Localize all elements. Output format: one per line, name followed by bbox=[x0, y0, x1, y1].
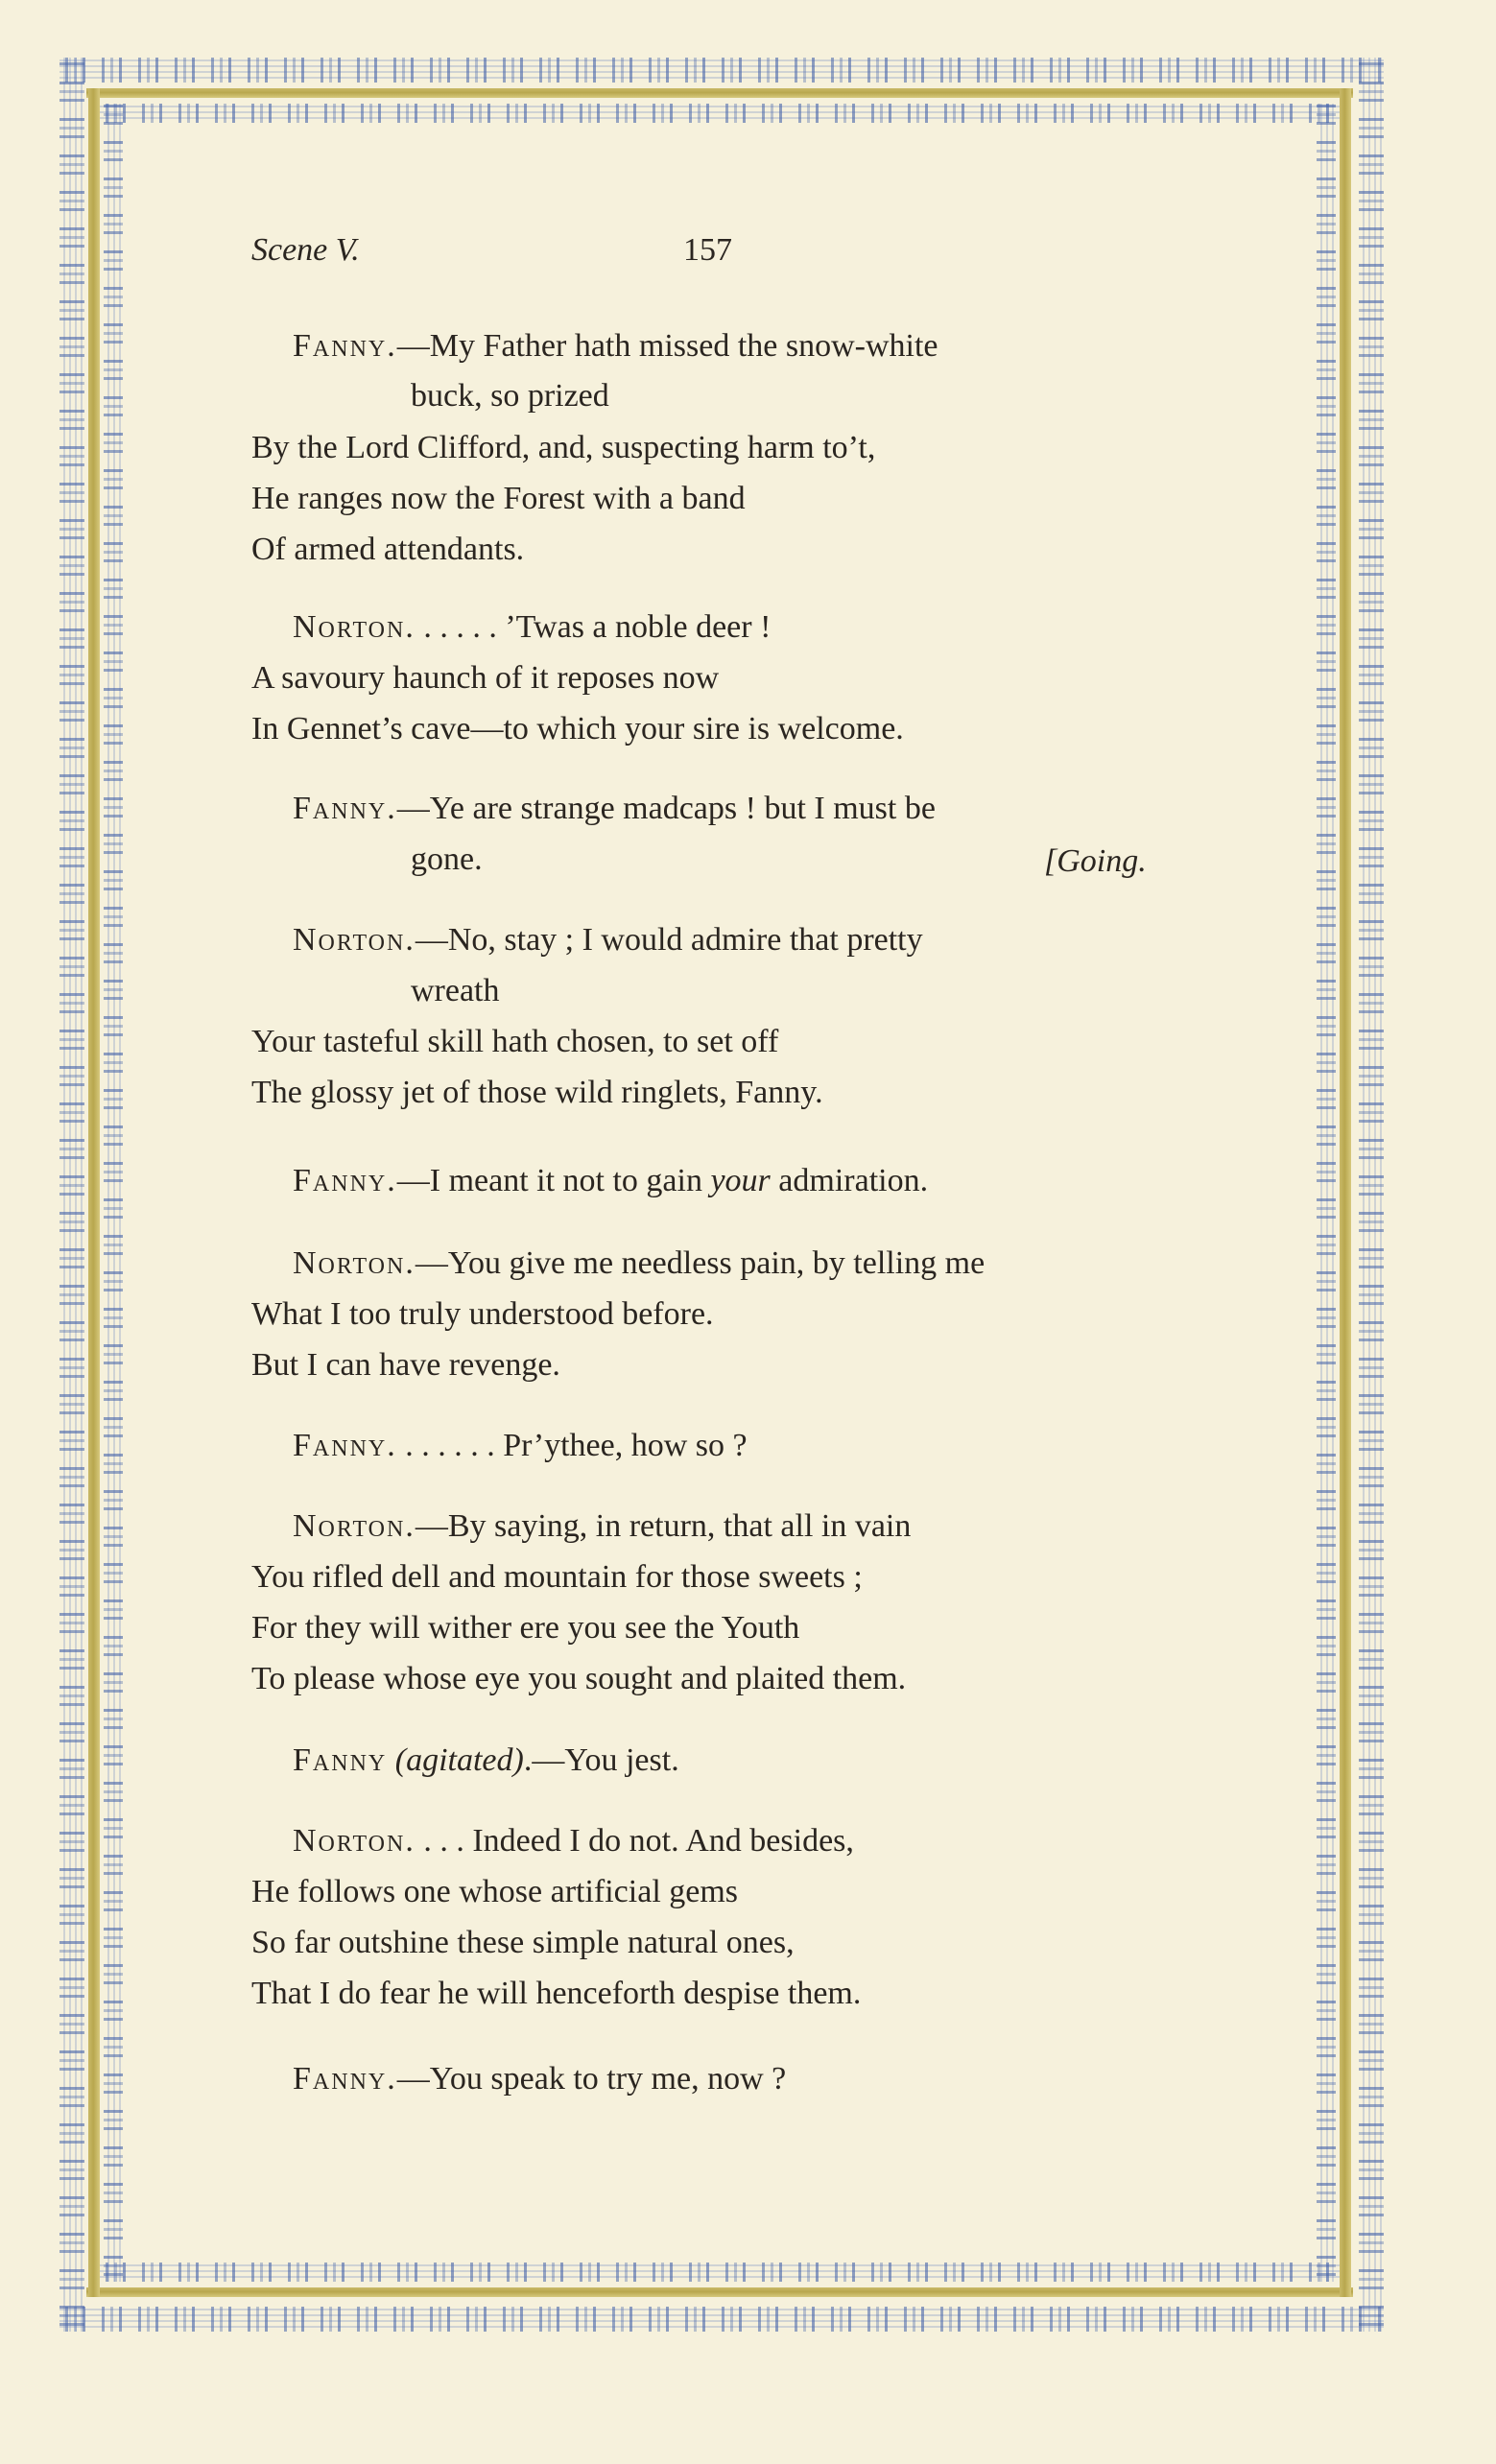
speech-text: wreath bbox=[411, 973, 500, 1008]
speech-text: You rifled dell and mountain for those sweets ; bbox=[251, 1559, 863, 1595]
speech-text: —No, stay ; I would admire that pretty bbox=[415, 922, 923, 958]
speech-text: In Gennet’s cave—to which your sire is welcome. bbox=[251, 711, 904, 746]
border-left-gold bbox=[88, 88, 100, 2297]
stage-direction bbox=[1044, 843, 1147, 880]
verse-line bbox=[251, 1927, 795, 1959]
border-right-ornament bbox=[1359, 58, 1384, 2332]
speech-text: What I too truly understood before. bbox=[251, 1296, 714, 1332]
border-bottom-ornament bbox=[59, 2307, 1384, 2332]
verse-line bbox=[251, 533, 524, 566]
speech-line bbox=[293, 1430, 748, 1462]
speech-line bbox=[293, 924, 923, 957]
speech-text: —By saying, in return, that all in vain bbox=[415, 1508, 912, 1544]
speaker-name: Fanny bbox=[293, 1742, 388, 1778]
speaker-name: Fanny. bbox=[293, 328, 397, 364]
verse-line bbox=[251, 432, 875, 464]
speech-text: But I can have revenge. bbox=[251, 1347, 560, 1383]
speech-text: By the Lord Clifford, and, suspecting harm to’t, bbox=[251, 430, 876, 465]
speech-line bbox=[293, 330, 938, 363]
speech-text: A savoury haunch of it reposes now bbox=[251, 660, 720, 696]
border-right-inner-ornament bbox=[1317, 104, 1336, 2282]
speech-text: —My Father hath missed the snow-white bbox=[396, 328, 938, 364]
speech-text: That I do fear he will henceforth despise them. bbox=[251, 1976, 862, 2011]
speech-line bbox=[293, 1165, 928, 1197]
speaker-name: Norton. bbox=[293, 1245, 416, 1281]
border-left-inner-ornament bbox=[104, 104, 123, 2282]
continuation-line bbox=[411, 843, 483, 876]
speech-line bbox=[293, 793, 936, 825]
verse-line bbox=[251, 713, 904, 746]
running-head-scene: Scene V. bbox=[251, 232, 360, 268]
stage-direction-text: (agitated) bbox=[394, 1742, 524, 1778]
speaker-name: Fanny. bbox=[293, 791, 397, 826]
border-bottom-inner-ornament bbox=[100, 2263, 1347, 2282]
speech-text: For they will wither ere you see the Youth bbox=[251, 1610, 800, 1646]
emphasis-text: your bbox=[710, 1163, 771, 1198]
speech-text: So far outshine these simple natural ones, bbox=[251, 1925, 795, 1960]
speech-text: —You speak to try me, now ? bbox=[396, 2061, 787, 2097]
speaker-name: Norton. bbox=[293, 609, 416, 645]
border-bottom-gold bbox=[86, 2287, 1353, 2297]
speech-text: The glossy jet of those wild ringlets, Fanny. bbox=[251, 1075, 823, 1110]
speech-text: gone. bbox=[411, 841, 483, 877]
speech-line bbox=[293, 1510, 911, 1543]
page-number: 157 bbox=[683, 232, 732, 268]
speech-text: buck, so prized bbox=[411, 378, 609, 414]
verse-line bbox=[251, 1561, 863, 1594]
verse-line bbox=[251, 483, 746, 515]
speech-text: Of armed attendants. bbox=[251, 532, 525, 567]
border-top-inner-ornament bbox=[100, 104, 1347, 123]
speech-line bbox=[293, 1744, 679, 1777]
speech-text: —You give me needless pain, by telling me bbox=[415, 1245, 985, 1281]
speech-line bbox=[293, 1247, 985, 1280]
verse-line bbox=[251, 662, 719, 695]
verse-line bbox=[251, 1876, 738, 1908]
speech-line bbox=[293, 611, 771, 644]
verse-line bbox=[251, 1077, 823, 1109]
speech-text: To please whose eye you sought and plaited them. bbox=[251, 1661, 907, 1696]
speech-text: Your tasteful skill hath chosen, to set off bbox=[251, 1024, 779, 1059]
speech-text: . . . Indeed I do not. And besides, bbox=[423, 1823, 854, 1859]
speech-text: . . . . . . Pr’ythee, how so ? bbox=[405, 1428, 748, 1463]
speech-text: . . . . . ’Twas a noble deer ! bbox=[423, 609, 772, 645]
speech-text: He follows one whose artificial gems bbox=[251, 1874, 739, 1909]
speaker-name: Norton. bbox=[293, 1508, 416, 1544]
verse-line bbox=[251, 1298, 714, 1331]
speaker-name: Norton. bbox=[293, 1823, 416, 1859]
speaker-name: Fanny. bbox=[293, 1428, 397, 1463]
verse-line bbox=[251, 1349, 560, 1382]
continuation-line bbox=[411, 975, 500, 1007]
speech-text: He ranges now the Forest with a band bbox=[251, 481, 746, 516]
speech-text: admiration. bbox=[770, 1163, 929, 1198]
stage-direction-text: [Going. bbox=[1044, 843, 1147, 879]
border-top-ornament bbox=[59, 58, 1384, 83]
border-top-gold bbox=[86, 88, 1353, 98]
verse-line bbox=[251, 1026, 778, 1058]
speech-text: .—You jest. bbox=[523, 1742, 679, 1778]
continuation-line bbox=[411, 380, 609, 413]
speech-line bbox=[293, 2063, 786, 2096]
verse-line bbox=[251, 1612, 799, 1645]
speech-text: —I meant it not to gain bbox=[396, 1163, 711, 1198]
verse-line bbox=[251, 1663, 906, 1695]
speech-text: —Ye are strange madcaps ! but I must be bbox=[396, 791, 936, 826]
border-left-ornament bbox=[59, 58, 84, 2332]
speaker-name: Fanny. bbox=[293, 1163, 397, 1198]
speaker-name: Norton. bbox=[293, 922, 416, 958]
speaker-name: Fanny. bbox=[293, 2061, 397, 2097]
border-right-gold bbox=[1340, 88, 1351, 2297]
verse-line bbox=[251, 1978, 861, 2010]
speech-line bbox=[293, 1825, 854, 1858]
